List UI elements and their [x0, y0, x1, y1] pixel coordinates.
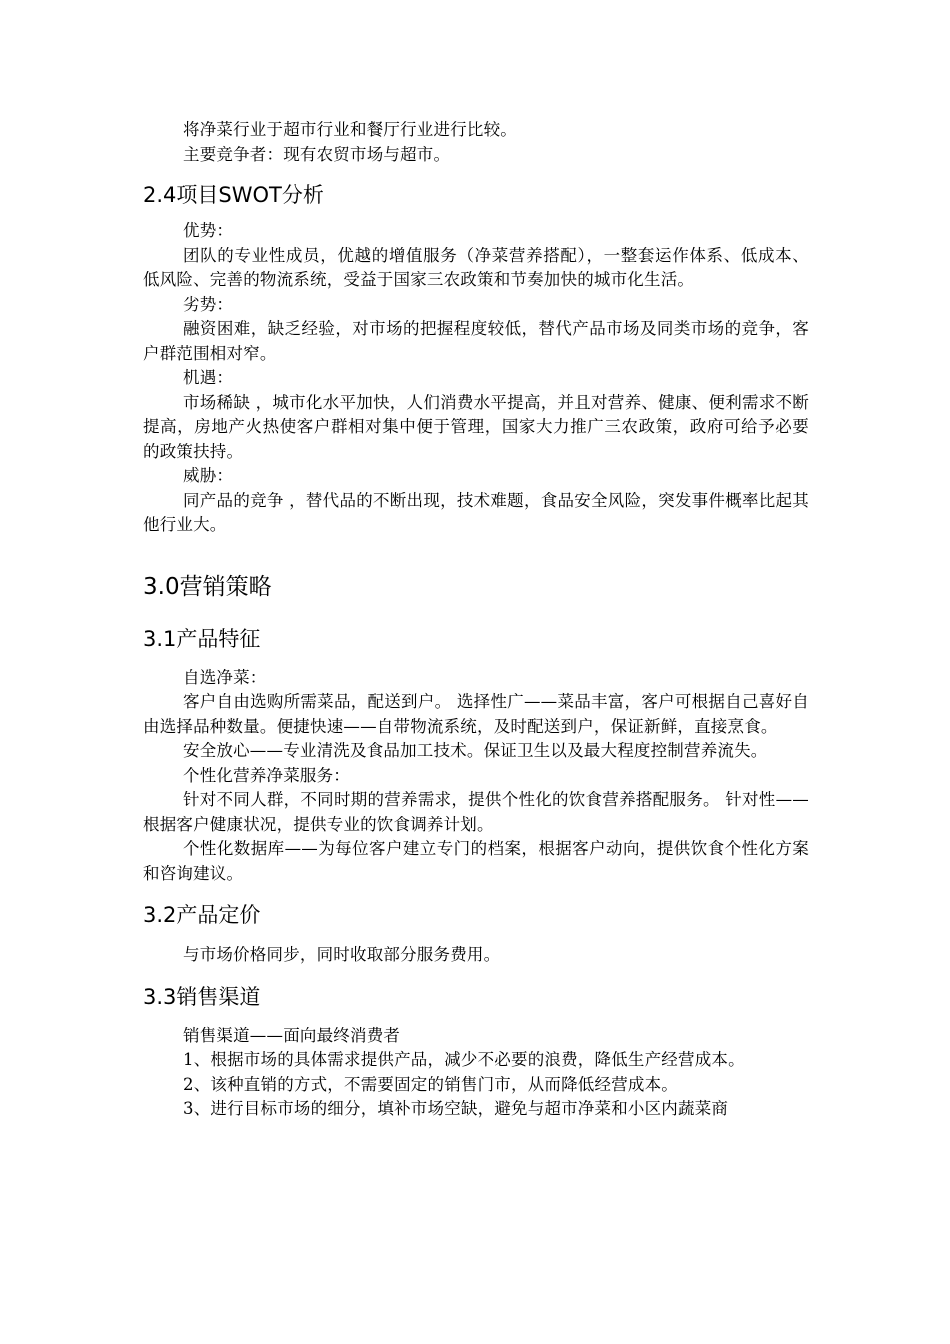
swot-opportunity-text: 市场稀缺 ，城市化水平加快，人们消费水平提高，并且对营养、健康、便利需求不断提高，房地产火热使客户群相对集中便于管理，国家大力推广三农政策，政府可给予必要的政策扶持。 — [143, 392, 809, 461]
product-self-select-text: 客户自由选购所需菜品，配送到户。 选择性广——菜品丰富，客户可根据自己喜好自由选择品种数量。便捷快速——自带物流系统，及时配送到户，保证新鲜，直接烹食。 — [143, 692, 809, 736]
swot-opportunity-label: 机遇： — [183, 368, 234, 387]
swot-threat-text: 同产品的竞争 ，替代品的不断出现，技术难题，食品安全风险，突发事件概率比起其他行业大。 — [143, 490, 809, 534]
section-heading-sales-channel: 3.3销售渠道 — [143, 984, 261, 1009]
channel-list-item-3: 3、进行目标市场的细分，填补市场空缺，避免与超市净菜和小区内蔬菜商 — [183, 1099, 729, 1118]
product-nutrition-text: 针对不同人群，不同时期的营养需求，提供个性化的饮食营养搭配服务。 针对性——根据客户健康状况，提供专业的饮食调养计划。 — [143, 790, 809, 834]
product-database-text: 个性化数据库——为每位客户建立专门的档案，根据客户动向，提供饮食个性化方案和咨询建议。 — [143, 839, 809, 883]
swot-weakness-label: 劣势： — [183, 294, 234, 314]
swot-strength-label: 优势： — [183, 221, 234, 240]
section-heading-swot: 2.4项目SWOT分析 — [143, 183, 324, 207]
chapter-heading-marketing: 3.0营销策略 — [143, 573, 272, 600]
section-heading-product-features: 3.1产品特征 — [143, 626, 261, 651]
swot-threat-label: 威胁： — [183, 466, 234, 485]
section-heading-pricing: 3.2产品定价 — [143, 903, 261, 927]
product-self-select-label: 自选净菜： — [183, 667, 267, 687]
page-content — [143, 118, 809, 1122]
channel-list-item-2: 2、该种直销的方式，不需要固定的销售门市，从而降低经营成本。 — [183, 1074, 678, 1094]
swot-weakness-text: 融资困难，缺乏经验，对市场的把握程度较低，替代产品市场及同类市场的竞争，客户群范围相对窄。 — [143, 319, 809, 363]
product-safety-text: 安全放心——专业清洗及食品加工技术。保证卫生以及最大程度控制营养流失。 — [183, 741, 768, 760]
channel-list-item-1: 1、根据市场的具体需求提供产品，减少不必要的浪费，降低生产经营成本。 — [183, 1050, 745, 1069]
intro-paragraph-comparison: 将净菜行业于超市行业和餐厅行业进行比较。 — [183, 120, 517, 139]
channel-intro: 销售渠道——面向最终消费者 — [183, 1025, 401, 1045]
pricing-text: 与市场价格同步，同时收取部分服务费用。 — [183, 945, 501, 964]
product-nutrition-label: 个性化营养净菜服务： — [183, 765, 350, 785]
intro-paragraph-competitors: 主要竞争者：现有农贸市场与超市。 — [183, 144, 451, 164]
swot-strength-text: 团队的专业性成员，优越的增值服务（净菜营养搭配），一整套运作体系、低成本、低风险、完善的物流系统，受益于国家三农政策和节奏加快的城市化生活。 — [143, 245, 809, 289]
